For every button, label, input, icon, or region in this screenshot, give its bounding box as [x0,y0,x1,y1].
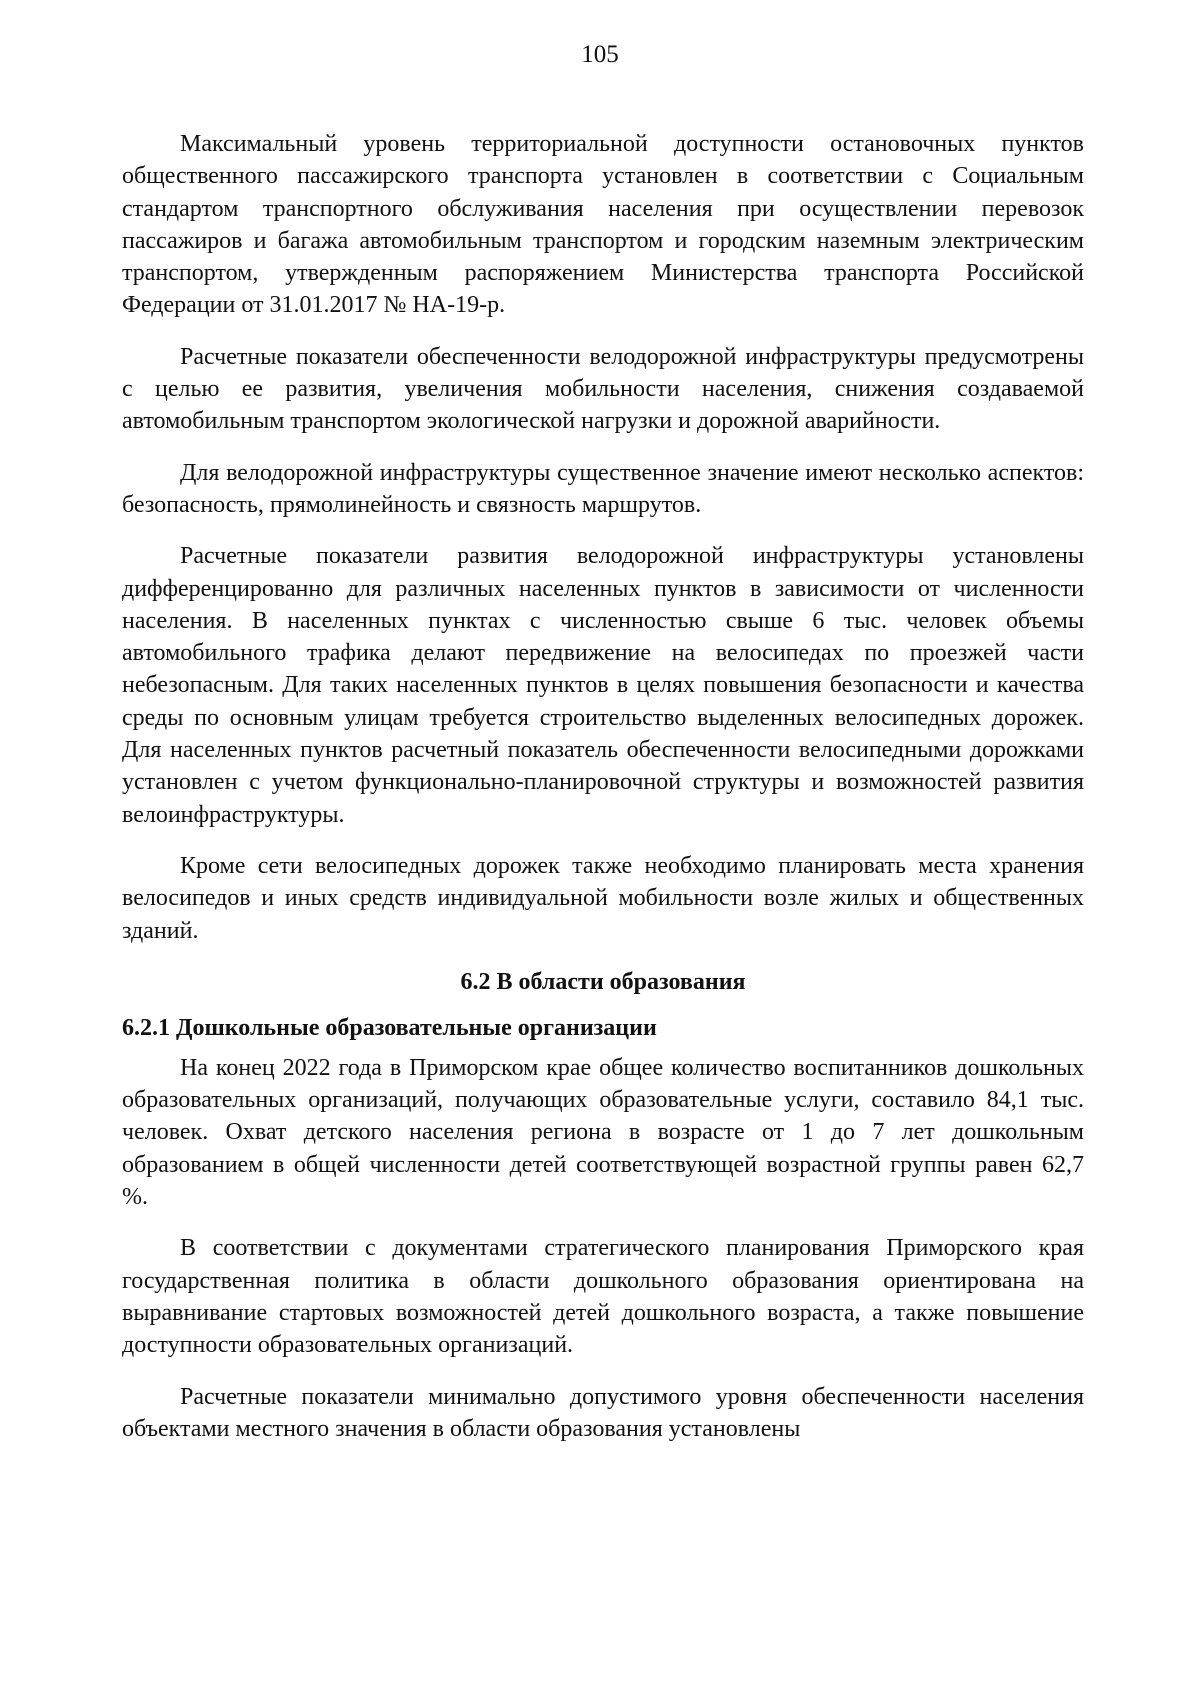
paragraph-bike-infrastructure-indicators: Расчетные показатели обеспеченности велодорожной инфраструктуры предусмотрены с целью ее развития, увеличения мобильности населения, снижения создаваемой автомобильным транспортом экологической нагрузки и дорожной аварийности. [122,343,1084,435]
paragraph-stop-accessibility: Максимальный уровень территориальной доступности остановочных пунктов общественного пассажирского транспорта установлен в соответствии с Социальным стандартом транспортного обслуживания населения при осуществлении перевозок пассажиров и багажа автомобильным транспортом и городским наземным электрическим транспортом, утвержденным распоряжением Министерства транспорта Российской Федерации от 31.01.2017 № НА-19-р. [122,131,1084,319]
page-number: 105 [581,41,619,68]
section-heading: 6.2 В области образования [460,968,746,995]
paragraph-preschool-policy: В соответствии с документами стратегического планирования Приморского края государственная политика в области дошкольного образования ориентирована на выравнивание стартовых возможностей детей дошкольного возраста, а также повышение доступности образовательных организаций. [122,1235,1084,1359]
paragraph-bike-development: Расчетные показатели развития велодорожной инфраструктуры установлены дифференцированно для различных населенных пунктов в зависимости от численности населения. В населенных пунктах с численностью свыше 6 тыс. человек объемы автомобильного трафика делают передвижение на велосипедах по проезжей части небезопасным. Для таких населенных пунктов в целях повышения безопасности и качества среды по основным улицам требуется строительство выделенных велосипедных дорожек. Для населенных пунктов расчетный показатель обеспеченности велосипедными дорожками установлен с учетом функционально-планировочной структуры и возможностей развития велоинфраструктуры. [122,543,1084,828]
paragraph-education-indicators: Расчетные показатели минимально допустимого уровня обеспеченности населения объектами местного значения в области образования установлены [122,1383,1084,1442]
subsection-heading: 6.2.1 Дошкольные образовательные организации [122,1014,657,1041]
page-body [122,128,1084,1464]
paragraph-bike-aspects: Для велодорожной инфраструктуры существенное значение имеют несколько аспектов: безопасность, прямолинейность и связность маршрутов. [122,459,1084,518]
paragraph-preschool-statistics: На конец 2022 года в Приморском крае общее количество воспитанников дошкольных образовательных организаций, получающих образовательные услуги, составило 84,1 тыс. человек. Охват детского населения региона в возрасте от 1 до 7 лет дошкольным образованием в общей численности детей соответствующей возрастной группы равен 62,7 %. [122,1054,1084,1211]
paragraph-bike-storage: Кроме сети велосипедных дорожек также необходимо планировать места хранения велосипедов и иных средств индивидуальной мобильности возле жилых и общественных зданий. [122,852,1084,944]
